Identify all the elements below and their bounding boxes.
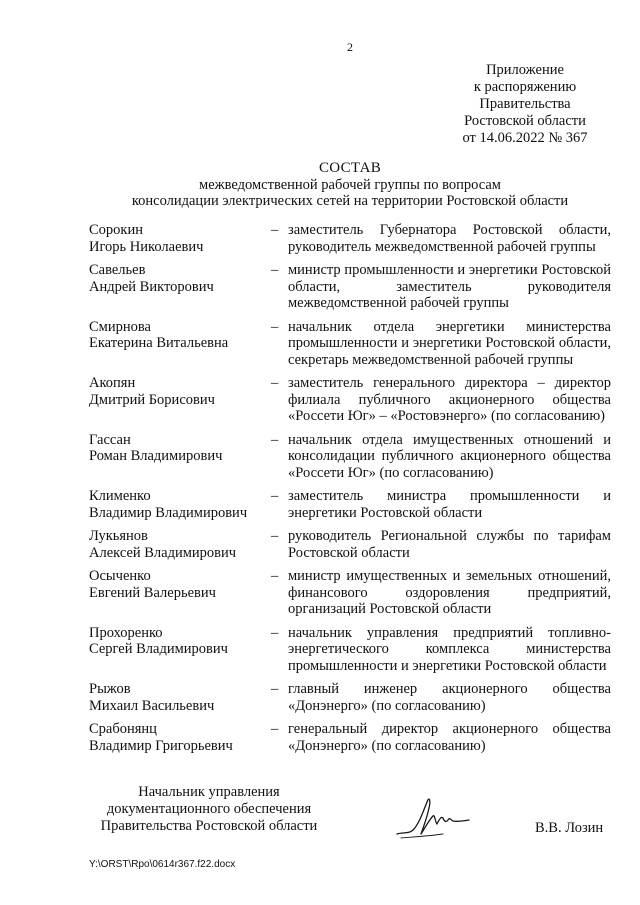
member-dash: – [271,488,279,504]
member-name [89,488,271,521]
member-dash: – [271,721,279,737]
member-row [89,222,611,255]
appendix-line: Приложение [486,62,564,78]
member-role: начальник отдела энергетики министерства промышленности и энергетики Ростовской области, секретарь межведомственной рабочей группы [288,318,611,368]
member-name [89,528,271,561]
member-row [89,432,611,482]
member-dash: – [271,528,279,544]
member-role: начальник управления предприятий топливно-энергетического комплекса министерства промышленности и энергетики Ростовской области [288,624,611,674]
member-role: министр промышленности и энергетики Ростовской области, заместитель руководителя межведомственной рабочей группы [288,262,611,311]
member-dash: – [271,568,279,584]
member-role: руководитель Региональной службы по тарифам Ростовской области [288,528,611,561]
member-last-name: Акопян [89,375,136,391]
member-name [89,625,271,658]
position-line: Начальник управления [138,784,280,800]
member-last-name: Сорокин [89,222,143,238]
member-role: генеральный директор акционерного общества «Донэнерго» (по согласованию) [288,721,611,754]
member-last-name: Лукьянов [89,528,148,544]
member-first-name: Михаил Васильевич [89,697,215,714]
member-first-name: Сергей Владимирович [89,641,228,657]
member-row [89,568,611,618]
member-role: начальник отдела имущественных отношений и консолидации публичного акционерного общества «Россети Юг» (по согласованию) [288,431,611,481]
member-first-name: Екатерина Витальевна [89,335,229,351]
members-list [89,222,611,761]
member-dash: – [271,318,279,335]
member-last-name: Прохоренко [89,624,163,641]
member-row [89,681,611,714]
member-first-name: Игорь Николаевич [89,238,204,255]
member-last-name: Гассан [89,431,131,448]
handwritten-signature [393,790,473,845]
member-role: министр имущественных и земельных отношений, финансового оздоровления предприятий, организаций Ростовской области [288,568,611,617]
member-dash: – [271,375,279,391]
member-name [89,262,271,295]
appendix-line: к распоряжению [473,79,577,95]
member-name [89,432,271,465]
member-last-name: Савельев [89,262,146,278]
member-row [89,625,611,675]
member-dash: – [271,681,279,697]
member-row [89,319,611,369]
title-subtitle-line: межведомственной рабочей группы по вопросам [199,176,501,193]
member-first-name: Владимир Владимирович [89,504,248,521]
title-subtitle-line: консолидации электрических сетей на территории Ростовской области [131,193,569,209]
member-first-name: Евгений Валерьевич [89,584,216,601]
signer-name: В.В. Лозин [535,820,604,836]
appendix-date-number: от 14.06.2022 № 367 [462,130,588,146]
member-role: заместитель генерального директора – директор филиала публичного акционерного общества «Россети Юг» – «Ростовэнерго» (по согласованию) [288,375,611,424]
signature-position [89,784,329,835]
member-first-name: Алексей Владимирович [89,544,237,561]
member-last-name: Клименко [89,488,151,504]
member-last-name: Осыченко [89,568,151,584]
appendix-header [400,62,640,147]
member-first-name: Андрей Викторович [89,278,214,295]
member-role: заместитель министра промышленности и энергетики Ростовской области [288,488,611,521]
member-name [89,681,271,714]
member-last-name: Смирнова [89,318,151,335]
member-role: заместитель Губернатора Ростовской области, руководитель межведомственной рабочей группы [288,222,611,255]
member-first-name: Роман Владимирович [89,448,223,464]
member-role: главный инженер акционерного общества «Донэнерго» (по согласованию) [288,681,611,714]
member-name [89,721,271,754]
member-name [89,375,271,408]
member-name [89,319,271,352]
member-dash: – [271,624,279,641]
member-row [89,528,611,561]
member-first-name: Владимир Григорьевич [89,737,233,754]
member-last-name: Срабонянц [89,721,157,737]
member-name [89,222,271,255]
page-number: 2 [347,40,353,54]
member-row [89,721,611,754]
position-line: Правительства Ростовской области [100,818,318,834]
member-last-name: Рыжов [89,681,131,697]
member-dash: – [271,262,279,278]
member-dash: – [271,431,279,448]
title-main: СОСТАВ [318,160,382,176]
position-line: документационного обеспечения [106,801,312,817]
appendix-line: Правительства [479,96,571,112]
appendix-line: Ростовской области [464,113,586,129]
member-name [89,568,271,601]
member-first-name: Дмитрий Борисович [89,391,215,408]
member-row [89,375,611,425]
member-row [89,262,611,312]
document-title [60,160,640,210]
file-path: Y:\ORST\Rpo\0614r367.f22.docx [89,859,236,870]
member-row [89,488,611,521]
member-dash: – [271,222,279,238]
